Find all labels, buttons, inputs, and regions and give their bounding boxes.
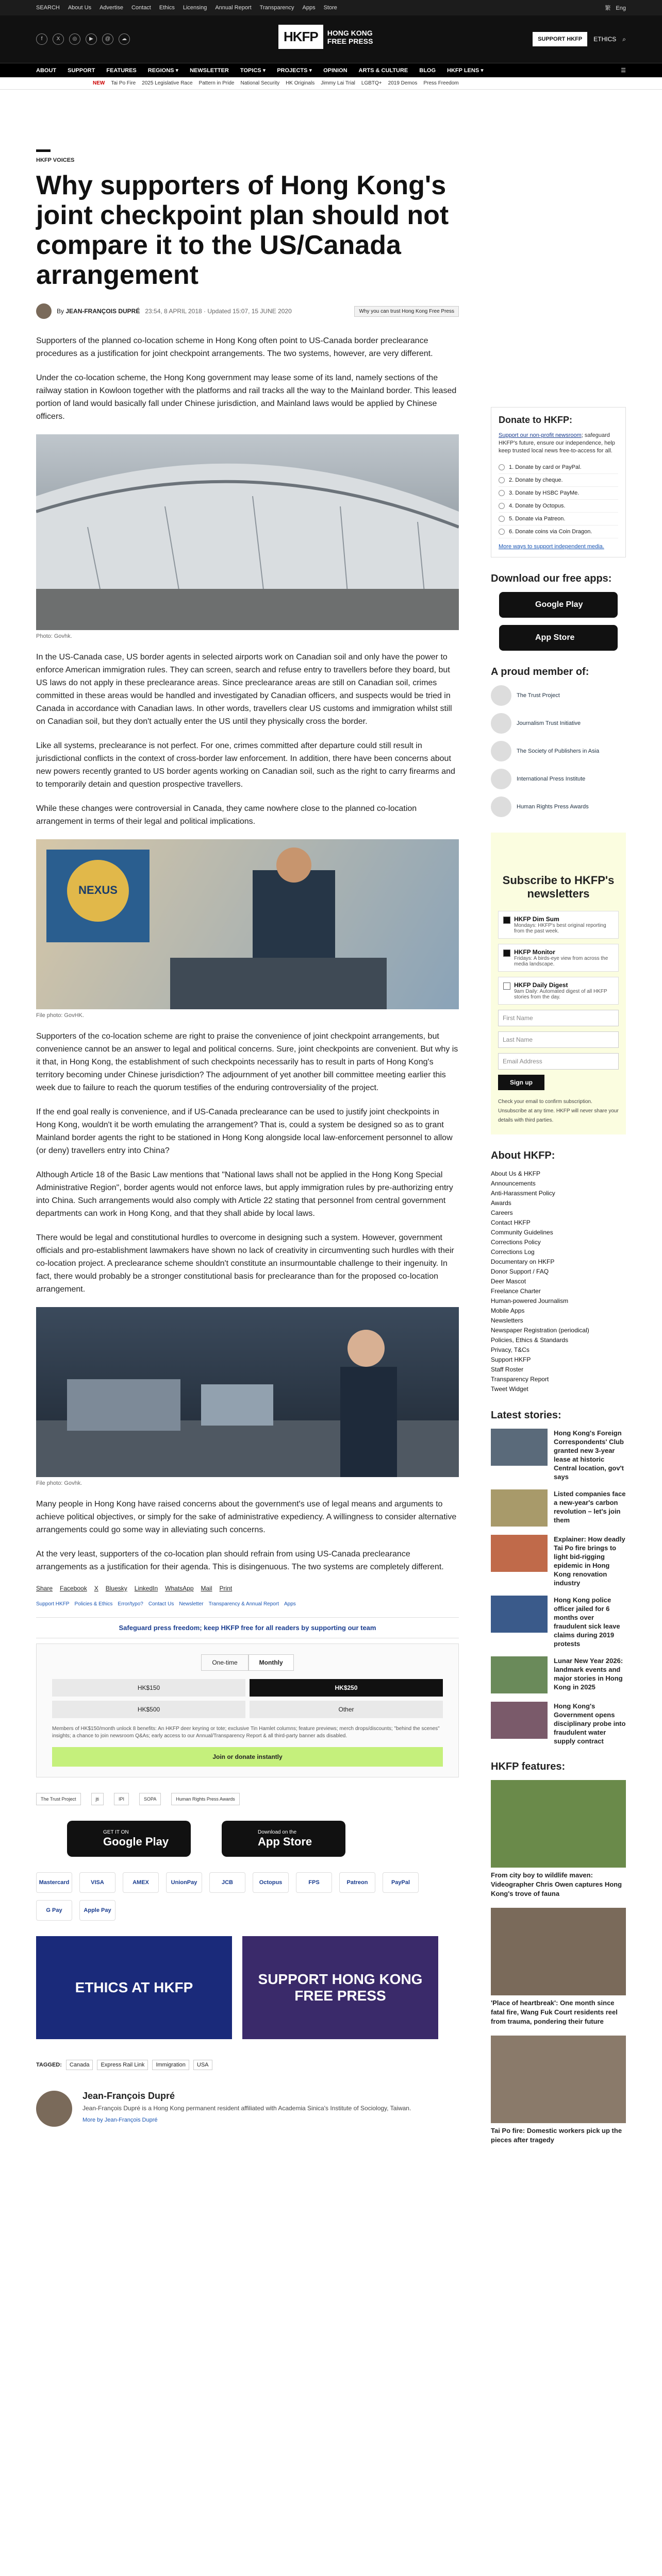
photo-caption: File photo: GovHK. (36, 1012, 84, 1019)
about-link[interactable]: Freelance Charter (491, 1287, 541, 1295)
latest-story[interactable] (491, 1656, 626, 1693)
kicker-rule (36, 149, 51, 152)
signup-button[interactable]: Sign up (498, 1075, 544, 1090)
payment-patreon[interactable]: Patreon (339, 1872, 375, 1893)
top-link[interactable]: Transparency (259, 5, 294, 11)
one-time-tab[interactable]: One-time (201, 1654, 248, 1671)
tag-list (36, 2060, 459, 2070)
immigration-photo (36, 1307, 459, 1477)
trust-logos (36, 1793, 459, 1805)
instagram-icon[interactable]: ◎ (69, 33, 80, 45)
support-links (36, 1601, 459, 1607)
story-thumbnail (491, 1702, 548, 1739)
tag[interactable]: Express Rail Link (97, 2060, 148, 2070)
about-link[interactable]: Documentary on HKFP (491, 1258, 555, 1265)
share-print[interactable]: Print (219, 1585, 233, 1592)
trending-item[interactable]: Tai Po Fire (111, 80, 136, 86)
x-icon[interactable]: X (53, 33, 64, 45)
share-bar (36, 1585, 459, 1592)
paragraph: Under the co-location scheme, the Hong Kong government may lease some of its land, namely sections of the railway station in Kowloon together with the platforms and rail tracks all the way to the Mainland border. This leased portion of land would basically fall under Chinese jurisdiction, and Mainland laws would be applied by Chinese officers. (36, 374, 457, 421)
google-play-button[interactable]: GET IT ON Google Play (67, 1821, 191, 1857)
nexus-illustration (36, 839, 459, 1009)
nav-item[interactable]: REGIONS ▾ (147, 67, 179, 74)
newsletter-note: Check your email to confirm subscription. Unsubscribe at any time. HKFP will never share your details with third parties. (498, 1099, 619, 1123)
site-logo[interactable]: HKFP HONG KONG FREE PRESS (278, 25, 384, 49)
tag[interactable]: USA (193, 2060, 212, 2070)
share-mail[interactable]: Mail (201, 1585, 212, 1592)
features-title: HKFP features: (491, 1761, 566, 1772)
amount-option[interactable]: Other (250, 1701, 443, 1718)
nav-item[interactable]: HKFP LENS ▾ (447, 67, 484, 74)
support-link[interactable]: Transparency & Annual Report (208, 1601, 279, 1607)
monthly-tab[interactable]: Monthly (249, 1654, 294, 1671)
top-link[interactable]: Store (323, 5, 337, 11)
nexus-sign-text: NEXUS (78, 884, 118, 896)
amount-option[interactable]: HK$150 (52, 1679, 245, 1697)
support-link[interactable]: Contact Us (148, 1601, 174, 1607)
member-logo[interactable]: International Press Institute (491, 769, 626, 789)
last-name-input[interactable]: Last Name (498, 1031, 619, 1048)
paragraph: In the US-Canada case, US border agents in selected airports work on Canadian soil and only have the power to enforce American immigration rules. They can screen, search and refuse entry to travellers before they board, but US laws do not apply in these preclearance areas. Since preclearance areas are still on Canadian soil, crimes committed in these areas would be handled and investigated by Canadian officers, and suspects would be tried in Canada in accordance with Canadian laws. In other words, travellers clear US customs and immigration whilst still on Canadian soil, but they don't actually enter the US until they physically cross the border. (36, 653, 452, 726)
trust-logo[interactable]: The Trust Project (36, 1793, 81, 1805)
nav-item[interactable]: TOPICS ▾ (240, 67, 266, 74)
feature-image (491, 2036, 626, 2123)
article-date: 23:54, 8 APRIL 2018 · Updated 15:07, 15 JUNE 2020 (145, 308, 292, 315)
trending-item[interactable]: Press Freedom (423, 80, 459, 86)
apps-title: Download our free apps: (491, 573, 612, 584)
donate-option[interactable]: 5. Donate via Patreon. (499, 513, 618, 526)
author-name[interactable]: JEAN-FRANÇOIS DUPRÉ (65, 308, 140, 315)
ethics-promo[interactable]: ETHICS AT HKFP (36, 1936, 232, 2039)
payment-applepay[interactable]: Apple Pay (79, 1900, 115, 1921)
about-title: About HKFP: (491, 1150, 555, 1161)
donate-option[interactable]: 3. Donate by HSBC PayMe. (499, 487, 618, 500)
latest-story[interactable] (491, 1535, 626, 1587)
article-title: Why supporters of Hong Kong's joint checkpoint plan should not compare it to the US/Canada arrangement (36, 171, 449, 290)
tags-label: TAGGED: (36, 2062, 62, 2068)
sidebar-app-store[interactable]: App Store (499, 625, 618, 651)
support-promo[interactable]: SUPPORT HONG KONG FREE PRESS (242, 1936, 438, 2039)
paragraph: If the end goal really is convenience, and if US-Canada preclearance can be used to justify joint checkpoints in Hong Kong, wouldn't it be worth emulating the arrangement? That is, could a system be designed so as to grant Mainland border agents the right to be stationed in Hong Kong alongside local law-enforcement personnel to allow (or deny) travellers entry into China? (36, 1108, 453, 1155)
paragraph: There would be legal and constitutional hurdles to overcome in designing such a system. However, government officials and pro-establishment lawmakers have shown no lack of creativity in circumventing such hurdles with their co-location project. A preclearance scheme shouldn't constitute an insurmountable challenge to their ingenuity. In fact, there would probably be a stronger constitutional basis for preclearance than for the proposed co-location arrangement. (36, 1233, 454, 1294)
trending-item[interactable]: Jimmy Lai Trial (321, 80, 355, 86)
join-button[interactable]: Join or donate instantly (52, 1747, 443, 1767)
story-thumbnail (491, 1596, 548, 1633)
story-headline: Hong Kong's Foreign Correspondents' Club granted new 3-year lease at historic Central location, gov't says (554, 1429, 624, 1481)
payment-methods (36, 1872, 459, 1921)
trust-logo[interactable]: jti (91, 1793, 104, 1805)
donate-option[interactable]: 6. Donate coins via Coin Dragon. (499, 526, 618, 538)
support-link[interactable]: Policies & Ethics (74, 1601, 113, 1607)
support-link[interactable]: Support HKFP (36, 1601, 70, 1607)
masthead (0, 15, 662, 63)
nexus-photo (36, 839, 459, 1009)
paragraph: While these changes were controversial in Canada, they came nowhere close to the planned co-location arrangement in terms of their legal and political implications. (36, 804, 417, 826)
share-bluesky[interactable]: Bluesky (105, 1585, 127, 1592)
trending-bar (0, 77, 662, 90)
about-link[interactable]: Policies, Ethics & Standards (491, 1336, 569, 1344)
payment-gpay[interactable]: G Pay (36, 1900, 72, 1921)
member-logo[interactable]: The Society of Publishers in Asia (491, 741, 626, 761)
feature-headline: 'Place of heartbreak': One month since fatal fire, Wang Fuk Court residents reel from trauma, pondering their future (491, 1999, 618, 2025)
member-logo[interactable]: Human Rights Press Awards (491, 796, 626, 817)
trending-item[interactable]: 2025 Legislative Race (142, 80, 193, 86)
about-list (491, 1169, 626, 1394)
feature-image (491, 1908, 626, 1995)
story-headline: Listed companies face a new-year's carbon revolution – let's join them (554, 1490, 626, 1524)
share-whatsapp[interactable]: WhatsApp (165, 1585, 194, 1592)
author-bio: Jean-François Dupré is a Hong Kong permanent resident affiliated with Academia Sinica's Institute of Sociology, Taiwan. (82, 2105, 411, 2112)
promo-banners (36, 1936, 459, 2039)
feature-headline: Tai Po fire: Domestic workers pick up the pieces after tragedy (491, 2127, 622, 2144)
story-headline: Explainer: How deadly Tai Po fire brings to light bid-rigging epidemic in Hong Kong renovation industry (554, 1535, 625, 1587)
payment-octopus[interactable]: Octopus (253, 1872, 289, 1893)
about-link[interactable]: Careers (491, 1209, 513, 1216)
paragraph: Many people in Hong Kong have raised concerns about the government's use of legal means and arguments to achieve political objectives, or simply for the sake of administrative expediency. A willingness to consider alternative arrangements could go some way in alleviating such concerns. (36, 1500, 457, 1534)
support-link[interactable]: Error/typo? (118, 1601, 143, 1607)
article-kicker[interactable]: HKFP VOICES (36, 157, 75, 163)
lang-zh[interactable]: 繁 (605, 5, 611, 11)
features-list (491, 1780, 626, 2145)
story-thumbnail (491, 1489, 548, 1527)
story-headline: Hong Kong's Government opens disciplinary probe into fraudulent water supply contract (554, 1702, 626, 1745)
lang-en[interactable]: Eng (616, 5, 626, 11)
paragraph: Supporters of the co-location scheme are right to praise the convenience of joint checkpoint arrangements, but convenience cannot be an answer to legal and political concerns. Sure, joint checkpoints are convenient. But why is it that, in Hong Kong, the establishment of such checkpoints necessarily has to result in parts of Hong Kong's territory becoming under Chinese jurisdiction? The adjournment of yet another bill committee meeting earlier this week due to failure to reach the quorum testifies of the enduring controversiality of the project. (36, 1032, 458, 1092)
story-headline: Lunar New Year 2026: landmark events and major stories in Hong Kong in 2025 (554, 1657, 623, 1691)
about-link[interactable]: Tweet Widget (491, 1385, 528, 1393)
feature-story[interactable] (491, 2036, 626, 2145)
share-label: Share (36, 1585, 53, 1592)
about-link[interactable]: Newsletters (491, 1317, 523, 1324)
about-link[interactable]: Mobile Apps (491, 1307, 525, 1314)
about-link[interactable]: Staff Roster (491, 1366, 524, 1373)
about-link[interactable]: Donor Support / FAQ (491, 1268, 549, 1275)
bluesky-icon[interactable]: ☁ (119, 33, 130, 45)
author-box-name[interactable]: Jean-François Dupré (82, 2091, 175, 2101)
trust-logo[interactable]: Human Rights Press Awards (171, 1793, 239, 1805)
ethics-link[interactable]: ETHICS (593, 36, 617, 43)
newsletter-title: Subscribe to HKFP's newsletters (502, 874, 615, 900)
about-link[interactable]: Transparency Report (491, 1376, 549, 1383)
author-more-link[interactable]: More by Jean-François Dupré (82, 2117, 158, 2123)
latest-story[interactable] (491, 1702, 626, 1745)
threads-icon[interactable]: @ (102, 33, 113, 45)
nav-item[interactable]: NEWSLETTER (190, 67, 229, 74)
main-nav (0, 63, 662, 77)
amount-option-selected[interactable]: HK$250 (250, 1679, 443, 1697)
latest-story[interactable] (491, 1489, 626, 1527)
feature-image (491, 1780, 626, 1868)
menu-icon[interactable]: ☰ (621, 67, 626, 74)
donate-title: Donate to HKFP: (499, 415, 572, 425)
donate-option[interactable]: 2. Donate by cheque. (499, 474, 618, 487)
trust-logo[interactable]: IPI (114, 1793, 129, 1805)
nav-item[interactable]: OPINION (323, 67, 347, 74)
immigration-illustration (36, 1307, 459, 1477)
member-logo[interactable]: The Trust Project (491, 685, 626, 706)
latest-title: Latest stories: (491, 1410, 561, 1421)
nav-item[interactable]: ABOUT (36, 67, 57, 74)
top-utility-bar (0, 0, 662, 15)
donate-note: Members of HK$150/month unlock 8 benefits: An HKFP deer keyring or tote; exclusive Tin Hamlet columns; feature previews; merch drops/discounts; "behind the scenes" insights; a chance to join newsroom Q&As; early access to our Annual/Transparency Report & all third-party banner ads disabled. (52, 1726, 440, 1739)
donate-option[interactable]: 1. Donate by card or PayPal. (499, 461, 618, 474)
donate-option[interactable]: 4. Donate by Octopus. (499, 500, 618, 513)
newsletter-option[interactable]: HKFP Dim Sum Mondays: HKFP's best original reporting from the past week. (498, 911, 619, 939)
story-thumbnail (491, 1429, 548, 1466)
share-x[interactable]: X (94, 1585, 98, 1592)
youtube-icon[interactable]: ▶ (86, 33, 97, 45)
share-facebook[interactable]: Facebook (60, 1585, 87, 1592)
support-hkfp-button[interactable]: SUPPORT HKFP (533, 32, 587, 46)
trending-item[interactable]: HK Originals (286, 80, 315, 86)
feature-story[interactable] (491, 1780, 626, 1899)
payment-unionpay[interactable]: UnionPay (166, 1872, 202, 1893)
about-link[interactable]: Awards (491, 1199, 511, 1207)
about-link[interactable]: Announcements (491, 1180, 536, 1187)
payment-jcb[interactable]: JCB (209, 1872, 245, 1893)
about-link[interactable]: Human-powered Journalism (491, 1297, 569, 1304)
byline: By JEAN-FRANÇOIS DUPRÉ 23:54, 8 APRIL 2018 · Updated 15:07, 15 JUNE 2020 Why you can trust Hong Kong Free Press (36, 303, 459, 319)
social-icons (36, 33, 130, 45)
member-logo[interactable]: Journalism Trust Initiative (491, 713, 626, 734)
story-thumbnail (491, 1535, 548, 1572)
feature-headline: From city boy to wildlife maven: Videographer Chris Owen captures Hong Kong's trove of fauna (491, 1871, 622, 1897)
article-main (36, 149, 459, 2127)
tag[interactable]: Immigration (152, 2060, 189, 2070)
nav-item[interactable]: BLOG (419, 67, 436, 74)
about-link[interactable]: Deer Mascot (491, 1278, 526, 1285)
amount-options (52, 1679, 443, 1718)
top-link[interactable]: Apps (302, 5, 316, 11)
trending-item[interactable]: 2019 Demos (388, 80, 418, 86)
story-headline: Hong Kong police officer jailed for 6 months over fraudulent sick leave claims during 2019 protests (554, 1596, 620, 1648)
nav-item[interactable]: ARTS & CULTURE (358, 67, 408, 74)
top-link[interactable]: Ethics (159, 5, 175, 11)
author-avatar (36, 303, 52, 319)
top-link[interactable]: Annual Report (215, 5, 252, 11)
donate-banner[interactable]: Safeguard press freedom; keep HKFP free for all readers by supporting our team (36, 1617, 459, 1638)
about-link[interactable]: Newspaper Registration (periodical) (491, 1327, 589, 1334)
payment-amex[interactable]: AMEX (123, 1872, 159, 1893)
nav-item[interactable]: PROJECTS ▾ (277, 67, 312, 74)
sidebar (491, 407, 626, 2154)
about-link[interactable]: Anti-Harassment Policy (491, 1190, 555, 1197)
search-link[interactable]: SEARCH (36, 5, 60, 11)
search-icon[interactable]: ⌕ (622, 35, 626, 43)
payment-paypal[interactable]: PayPal (383, 1872, 419, 1893)
paragraph: Although Article 18 of the Basic Law mentions that "National laws shall not be applied in the Hong Kong Special Administrative Region", border agents would not enforce laws, but apply immigration rules by pre-authorizing entry into China. Such arrangements would also comply with Article 22 stating that personnel from central government departments can work in Hong Kong, and that they shall abide by local laws. (36, 1171, 453, 1218)
newsletter-option[interactable]: HKFP Daily Digest 9am Daily: Automated digest of all HKFP stories from the day. (498, 977, 619, 1005)
top-link[interactable]: Advertise (100, 5, 123, 11)
about-link[interactable]: Support HKFP (491, 1356, 531, 1363)
paragraph: At the very least, supporters of the co-location plan should refrain from using US-Canada preclearance arrangements as a justification for their agenda. This is disingenuous. The two systems are completely different. (36, 1550, 444, 1571)
donate-widget (36, 1643, 459, 1777)
nav-item[interactable]: FEATURES (106, 67, 137, 74)
share-linkedin[interactable]: LinkedIn (134, 1585, 158, 1592)
top-link[interactable]: About Us (68, 5, 92, 11)
newsletter-signup (491, 833, 626, 1134)
about-link[interactable]: Contact HKFP (491, 1219, 531, 1226)
app-store-button[interactable]: Download on the App Store (222, 1821, 345, 1857)
trending-item[interactable]: Pattern in Pride (198, 80, 235, 86)
latest-story[interactable] (491, 1429, 626, 1481)
latest-list (491, 1429, 626, 1745)
feature-story[interactable] (491, 1908, 626, 2026)
about-link[interactable]: About Us & HKFP (491, 1170, 541, 1177)
about-link[interactable]: Corrections Log (491, 1248, 535, 1256)
newsletter-option[interactable]: HKFP Monitor Fridays: A birds-eye view from across the media landscape. (498, 944, 619, 972)
payment-visa[interactable]: VISA (79, 1872, 115, 1893)
paragraph: Like all systems, preclearance is not perfect. For one, crimes committed after departure could still result in jurisdictional conflicts in the context of cross-border law enforcement. In addition, there have been concerns about new powers recently granted to US border agents working on Canadian soil, such as the right to carry firearms and to temporarily detain and question prospective travellers. (36, 741, 455, 789)
donate-lead-link[interactable]: Support our non-profit newsroom (499, 432, 582, 438)
more-ways-link[interactable]: More ways to support independent media. (499, 544, 604, 550)
paragraph: Supporters of the planned co-location scheme in Hong Kong often point to US-Canada border preclearance procedures as a justification for joint checkpoint arrangements. The two systems, however, are very different. (36, 336, 433, 358)
photo-caption: File photo: Govhk. (36, 1480, 82, 1486)
about-link[interactable]: Community Guidelines (491, 1229, 553, 1236)
top-link[interactable]: Contact (131, 5, 151, 11)
sidebar-google-play[interactable]: Google Play (499, 592, 618, 618)
first-name-input[interactable]: First Name (498, 1010, 619, 1026)
about-link[interactable]: Corrections Policy (491, 1239, 541, 1246)
article-body (36, 334, 459, 1573)
trust-logo[interactable]: SOPA (139, 1793, 161, 1805)
author-photo (36, 2091, 72, 2127)
author-box (36, 2091, 459, 2127)
support-link[interactable]: Newsletter (179, 1601, 204, 1607)
station-photo (36, 434, 459, 630)
latest-story[interactable] (491, 1596, 626, 1648)
payment-fps[interactable]: FPS (296, 1872, 332, 1893)
trending-item[interactable]: LGBTQ+ (361, 80, 382, 86)
facebook-icon[interactable]: f (36, 33, 47, 45)
photo-caption: Photo: Govhk. (36, 633, 72, 639)
top-link[interactable]: Licensing (183, 5, 207, 11)
nav-item[interactable]: SUPPORT (68, 67, 95, 74)
amount-option[interactable]: HK$500 (52, 1701, 245, 1718)
station-illustration (36, 434, 459, 630)
trending-item[interactable]: National Security (240, 80, 280, 86)
donate-card (491, 407, 626, 557)
frequency-toggle (52, 1654, 443, 1671)
app-store-buttons (67, 1821, 459, 1857)
donate-lead: Support our non-profit newsroom; safeguard HKFP's future, ensure our independence, help keep trusted local news free-to-access for all. (499, 432, 615, 454)
trending-label: NEW (93, 80, 105, 86)
support-link[interactable]: Apps (284, 1601, 296, 1607)
payment-mastercard[interactable]: Mastercard (36, 1872, 72, 1893)
email-input[interactable]: Email Address (498, 1053, 619, 1070)
about-link[interactable]: Privacy, T&Cs (491, 1346, 529, 1353)
member-title: A proud member of: (491, 666, 589, 677)
tag[interactable]: Canada (66, 2060, 93, 2070)
story-thumbnail (491, 1656, 548, 1693)
trust-button[interactable]: Why you can trust Hong Kong Free Press (354, 306, 459, 317)
